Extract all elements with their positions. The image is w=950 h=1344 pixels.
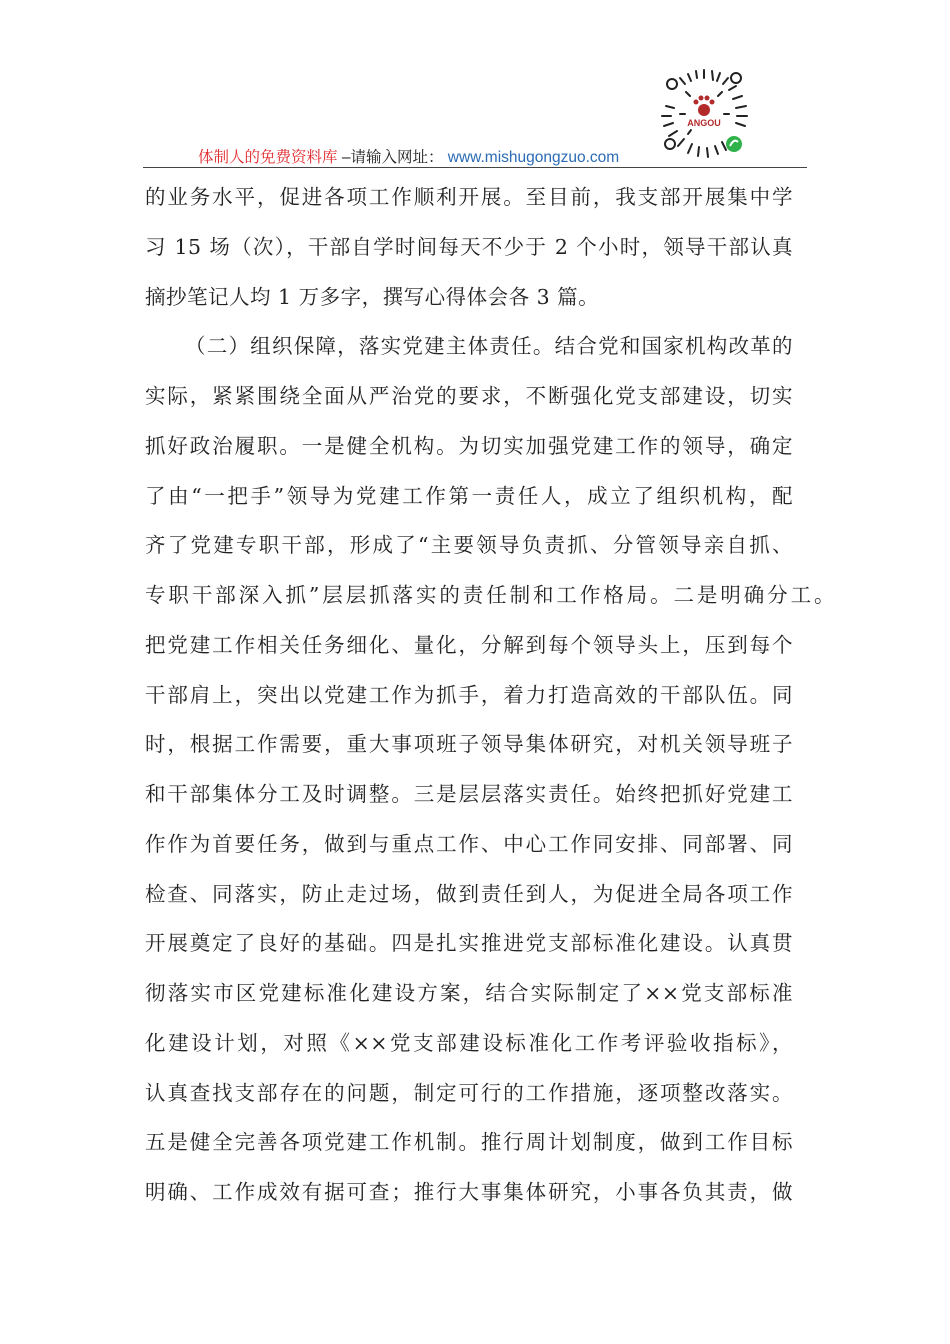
text-line: 时，根据工作需要，重大事项班子领导集体研究，对机关领导班子 xyxy=(145,732,793,757)
text-line: 检查、同落实，防止走过场，做到责任到人，为促进全局各项工作 xyxy=(145,881,793,906)
site-name: 体制人的免费资料库 xyxy=(198,149,338,166)
text-line: 作作为首要任务，做到与重点工作、中心工作同安排、同部署、同 xyxy=(145,831,793,856)
text-line: 和干部集体分工及时调整。三是层层落实责任。始终把抓好党建工 xyxy=(145,782,793,806)
qr-code-icon xyxy=(656,66,752,162)
text-line: 把党建工作相关任务细化、量化，分解到每个领导头上，压到每个 xyxy=(145,632,793,657)
text-line: 五是健全完善各项党建工作机制。推行周计划制度，做到工作目标 xyxy=(145,1130,793,1155)
qr-logo-text: ANGOU xyxy=(687,118,721,128)
text-line: 习 15 场（次），干部自学时间每天不少于 2 个小时，领导干部认真 xyxy=(145,234,793,259)
text-line: 干部肩上，突出以党建工作为抓手，着力打造高效的干部队伍。同 xyxy=(145,682,793,707)
text-line: 化建设计划，对照《××党支部建设标准化工作考评验收指标》， xyxy=(145,1030,793,1055)
text-line: 开展奠定了良好的基础。四是扎实推进党支部标准化建设。认真贯 xyxy=(145,931,793,956)
header-divider xyxy=(143,167,807,168)
text-line: 齐了党建专职干部，形成了“主要领导负责抓、分管领导亲自抓、 xyxy=(145,533,793,558)
text-line: 了由“一把手”领导为党建工作第一责任人，成立了组织机构，配 xyxy=(145,483,793,508)
document-body xyxy=(145,173,835,1218)
text-line: 的业务水平，促进各项工作顺利开展。至目前，我支部开展集中学 xyxy=(145,185,793,209)
section-heading-line: （二）组织保障，落实党建主体责任。结合党和国家机构改革的 xyxy=(185,334,793,359)
page-header xyxy=(198,145,619,167)
text-line: 认真查找支部存在的问题，制定可行的工作措施，逐项整改落实。 xyxy=(145,1080,793,1105)
text-line: 明确、工作成效有据可查；推行大事集体研究，小事各负其责，做 xyxy=(145,1180,793,1204)
text-line: 摘抄笔记人均 1 万多字，撰写心得体会各 3 篇。 xyxy=(145,284,600,309)
url-prompt: –请输入网址： xyxy=(341,149,444,166)
text-line: 抓好政治履职。一是健全机构。为切实加强党建工作的领导，确定 xyxy=(145,433,793,458)
text-line: 彻落实市区党建标准化建设方案，结合实际制定了××党支部标准 xyxy=(145,981,793,1005)
text-line: 实际，紧紧围绕全面从严治党的要求，不断强化党支部建设，切实 xyxy=(145,384,793,408)
site-url-link[interactable]: www.mishugongzuo.com xyxy=(447,149,620,166)
text-line: 专职干部深入抓”层层抓落实的责任制和工作格局。二是明确分工。 xyxy=(145,583,835,607)
